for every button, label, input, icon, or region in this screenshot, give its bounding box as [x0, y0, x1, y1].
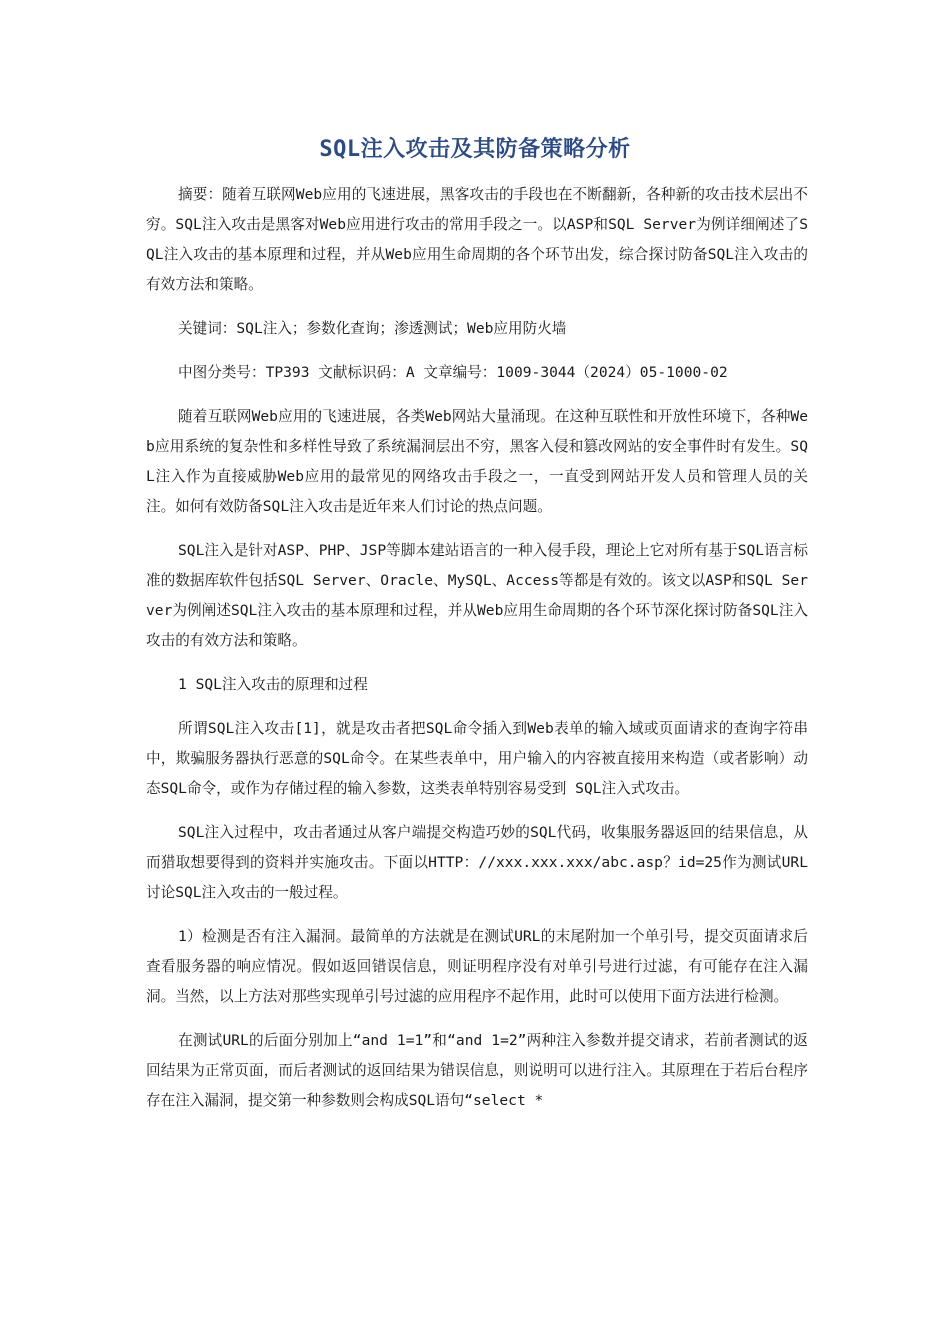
- body-paragraph: SQL注入是针对ASP、PHP、JSP等脚本建站语言的一种入侵手段，理论上它对所有基于SQL语言标准的数据库软件包括SQL Server、Oracle、MySQL、Access等都是有效的。该文以ASP和SQL Server为例阐述SQL注入攻击的基本原理和过程，并从Web应用生命周期的各个环节深化探讨防备SQL注入攻击的有效方法和策略。: [146, 542, 808, 649]
- section-heading: 1 SQL注入攻击的原理和过程: [178, 676, 368, 693]
- document-title: SQL注入攻击及其防备策略分析: [319, 137, 631, 162]
- document-body: [146, 180, 808, 1130]
- body-paragraph: 所谓SQL注入攻击[1]，就是攻击者把SQL命令插入到Web表单的输入域或页面请求的查询字符串中，欺骗服务器执行恶意的SQL命令。在某些表单中，用户输入的内容被直接用来构造（或者影响）动态SQL命令，或作为存储过程的输入参数，这类表单特别容易受到 SQL注入式攻击。: [146, 720, 808, 797]
- keywords-line: 关键词：SQL注入；参数化查询；渗透测试；Web应用防火墙: [178, 320, 567, 337]
- classification-line: 中图分类号：TP393 文献标识码：A 文章编号：1009-3044（2024）05-1000-02: [178, 364, 728, 381]
- body-paragraph: 1）检测是否有注入漏洞。最简单的方法就是在测试URL的末尾附加一个单引号，提交页面请求后查看服务器的响应情况。假如返回错误信息，则证明程序没有对单引号进行过滤，有可能存在注入漏洞。当然，以上方法对那些实现单引号过滤的应用程序不起作用，此时可以使用下面方法进行检测。: [146, 928, 808, 1005]
- body-paragraph: 在测试URL的后面分别加上“and 1=1”和“and 1=2”两种注入参数并提交请求，若前者测试的返回结果为正常页面，而后者测试的返回结果为错误信息，则说明可以进行注入。其原理在于若后台程序存在注入漏洞，提交第一种参数则会构成SQL语句“select *: [146, 1032, 808, 1109]
- abstract-paragraph: 摘要：随着互联网Web应用的飞速进展，黑客攻击的手段也在不断翻新，各种新的攻击技术层出不穷。SQL注入攻击是黑客对Web应用进行攻击的常用手段之一。以ASP和SQL Server为例详细阐述了SQL注入攻击的基本原理和过程，并从Web应用生命周期的各个环节出发，综合探讨防备SQL注入攻击的有效方法和策略。: [146, 186, 808, 293]
- body-paragraph: SQL注入过程中，攻击者通过从客户端提交构造巧妙的SQL代码，收集服务器返回的结果信息，从而猎取想要得到的资料并实施攻击。下面以HTTP：//xxx.xxx.xxx/abc.asp？id=25作为测试URL讨论SQL注入攻击的一般过程。: [146, 824, 808, 901]
- body-paragraph: 随着互联网Web应用的飞速进展，各类Web网站大量涌现。在这种互联性和开放性环境下，各种Web应用系统的复杂性和多样性导致了系统漏洞层出不穷，黑客入侵和篡改网站的安全事件时有发生。SQL注入作为直接威胁Web应用的最常见的网络攻击手段之一，一直受到网站开发人员和管理人员的关注。如何有效防备SQL注入攻击是近年来人们讨论的热点问题。: [146, 408, 808, 515]
